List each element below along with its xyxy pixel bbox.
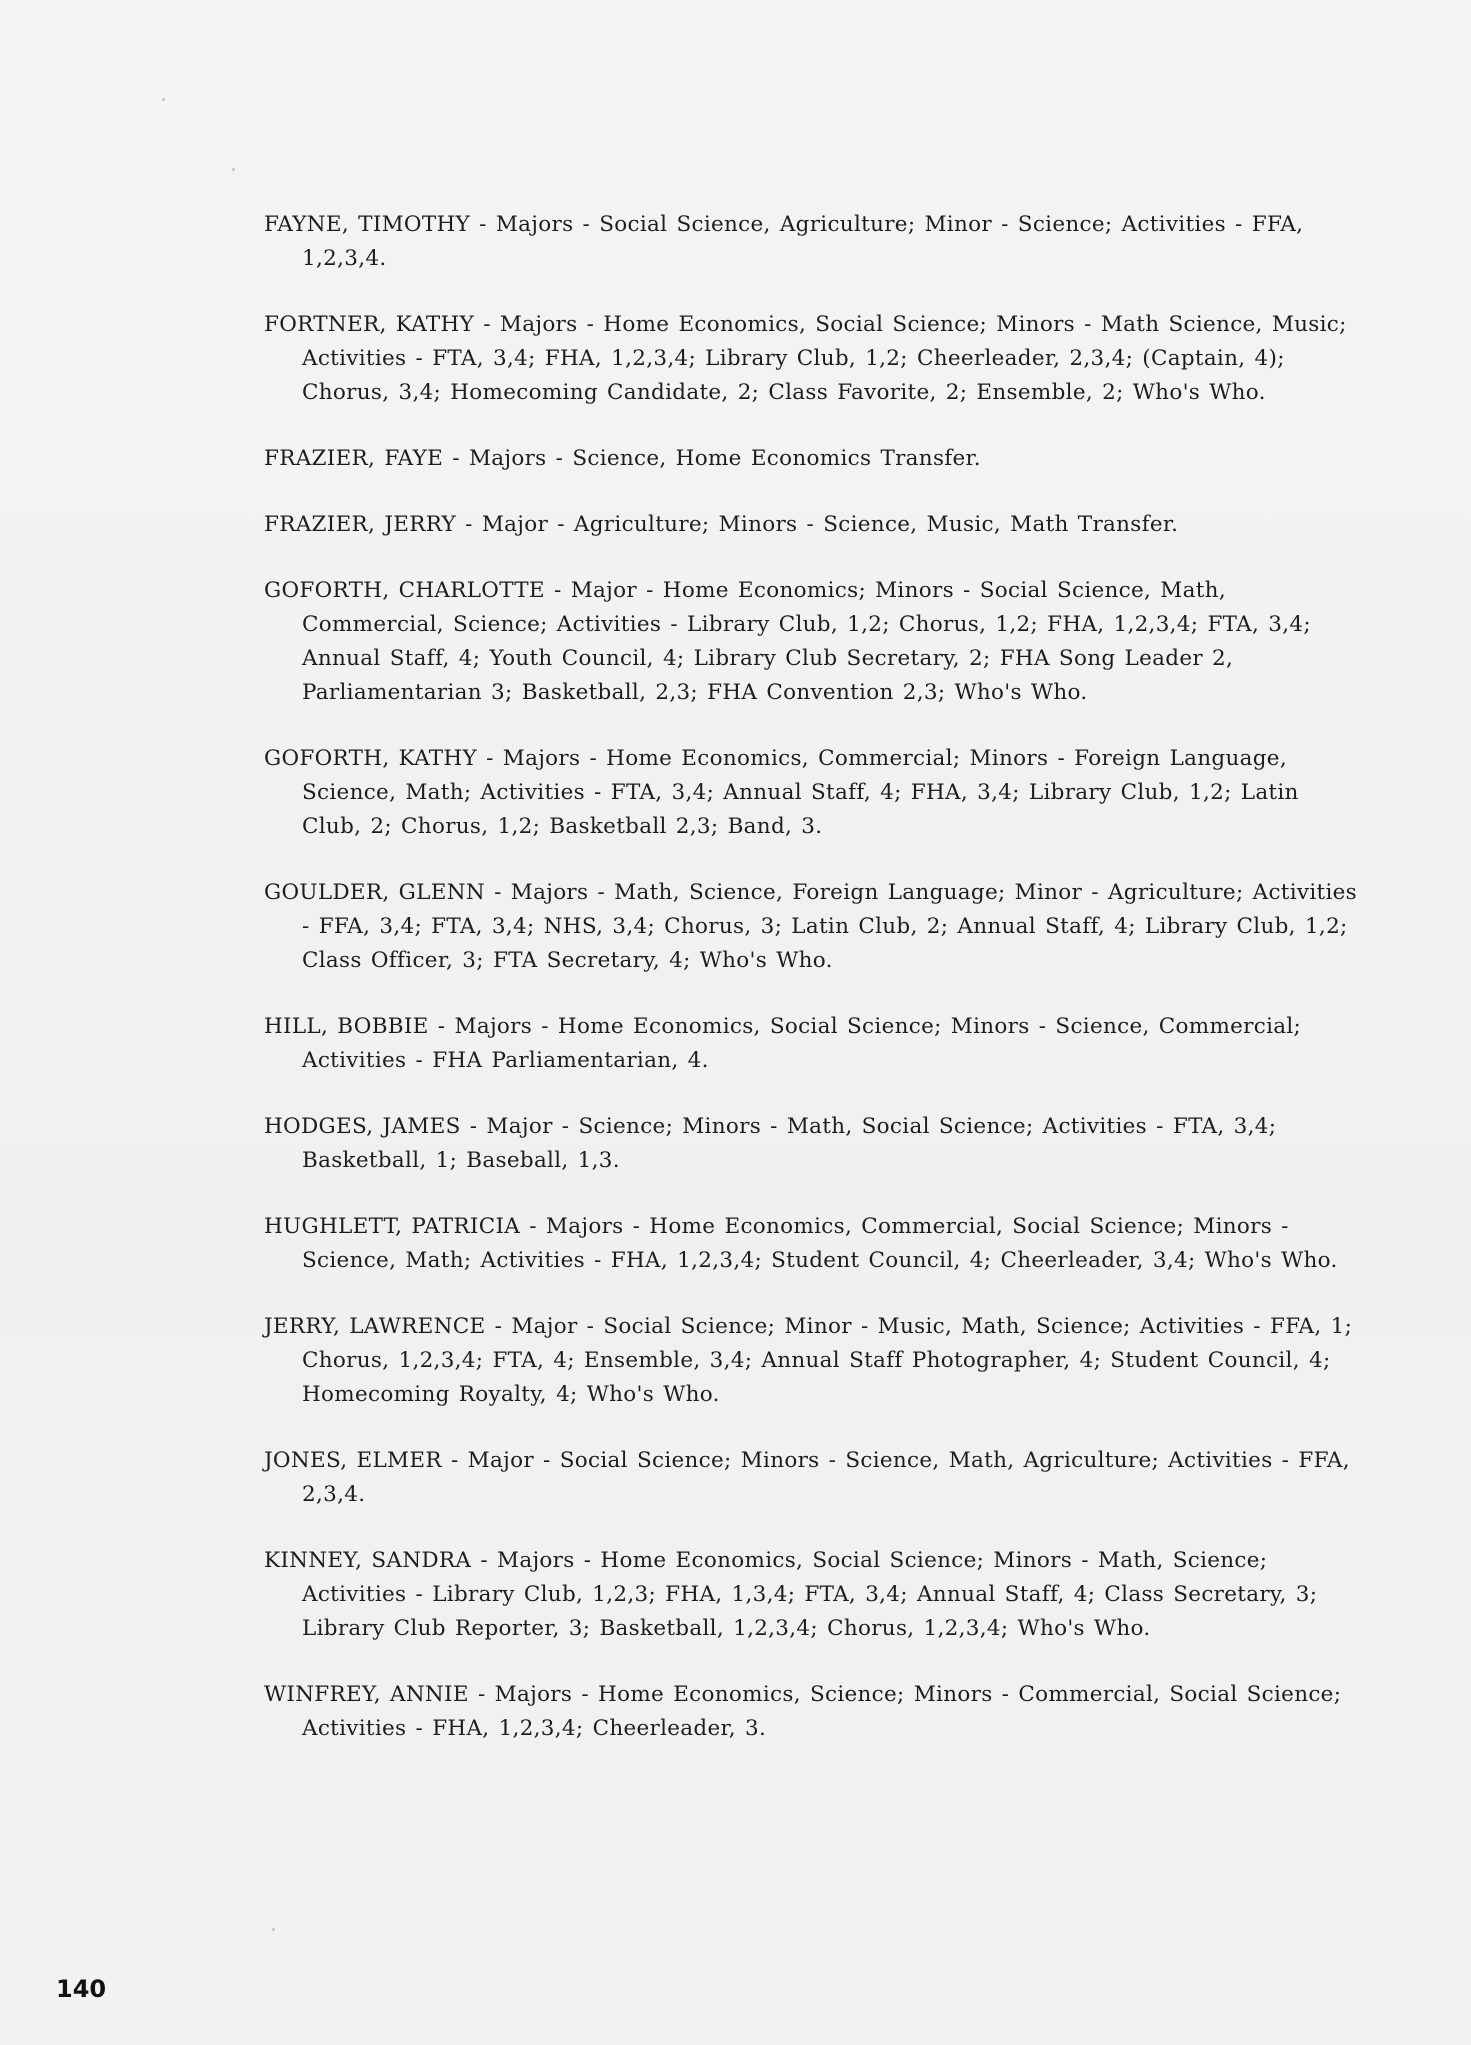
directory-entry: FRAZIER, FAYE - Majors - Science, Home Economics Transfer. — [264, 446, 981, 471]
paper-speck — [162, 98, 165, 101]
directory-entry: GOULDER, GLENN - Majors - Math, Science, Foreign Language; Minor - Agriculture; Activities - FFA, 3,4; FTA, 3,4; NHS, 3,4; Chorus, 3; Latin Club, 2; Annual Staff, 4; Library Club, 1,2; Class Officer, 3; FTA Secretary, 4; Who's Who. — [264, 880, 1358, 973]
page-number: 140 — [56, 1975, 107, 2003]
directory-entry: FRAZIER, JERRY - Major - Agriculture; Minors - Science, Music, Math Transfer. — [264, 512, 1179, 537]
directory-entry: GOFORTH, KATHY - Majors - Home Economics, Commercial; Minors - Foreign Language, Science, Math; Activities - FTA, 3,4; Annual Staff, 4; FHA, 3,4; Library Club, 1,2; Latin Club, 2; Chorus, 1,2; Basketball 2,3; Band, 3. — [264, 746, 1299, 839]
senior-directory-list — [264, 208, 1364, 1778]
directory-entry: KINNEY, SANDRA - Majors - Home Economics, Social Science; Minors - Math, Science; Activities - Library Club, 1,2,3; FHA, 1,3,4; FTA, 3,4; Annual Staff, 4; Class Secretary, 3; Library Club Reporter, 3; Basketball, 1,2,3,4; Chorus, 1,2,3,4; Who's Who. — [264, 1548, 1318, 1641]
paper-speck — [232, 168, 235, 171]
directory-entry: HUGHLETT, PATRICIA - Majors - Home Economics, Commercial, Social Science; Minors - Science, Math; Activities - FHA, 1,2,3,4; Student Council, 4; Cheerleader, 3,4; Who's Who. — [264, 1214, 1338, 1273]
directory-entry: HODGES, JAMES - Major - Science; Minors - Math, Social Science; Activities - FTA, 3,4; Basketball, 1; Baseball, 1,3. — [264, 1114, 1277, 1173]
directory-entry: FORTNER, KATHY - Majors - Home Economics, Social Science; Minors - Math Science, Music; Activities - FTA, 3,4; FHA, 1,2,3,4; Library Club, 1,2; Cheerleader, 2,3,4; (Captain, 4); Chorus, 3,4; Homecoming Candidate, 2; Class Favorite, 2; Ensemble, 2; Who's Who. — [264, 312, 1347, 405]
paper-speck — [272, 1928, 275, 1931]
directory-entry: HILL, BOBBIE - Majors - Home Economics, Social Science; Minors - Science, Commercial; Activities - FHA Parliamentarian, 4. — [264, 1014, 1302, 1073]
directory-entry: WINFREY, ANNIE - Majors - Home Economics, Science; Minors - Commercial, Social Science; Activities - FHA, 1,2,3,4; Cheerleader, 3. — [264, 1682, 1342, 1741]
directory-entry: FAYNE, TIMOTHY - Majors - Social Science, Agriculture; Minor - Science; Activities - FFA, 1,2,3,4. — [264, 212, 1304, 271]
directory-entry: GOFORTH, CHARLOTTE - Major - Home Economics; Minors - Social Science, Math, Commercial, Science; Activities - Library Club, 1,2; Chorus, 1,2; FHA, 1,2,3,4; FTA, 3,4; Annual Staff, 4; Youth Council, 4; Library Club Secretary, 2; FHA Song Leader 2, Parliamentarian 3; Basketball, 2,3; FHA Convention 2,3; Who's Who. — [264, 578, 1311, 705]
directory-entry: JERRY, LAWRENCE - Major - Social Science; Minor - Music, Math, Science; Activities - FFA, 1; Chorus, 1,2,3,4; FTA, 4; Ensemble, 3,4; Annual Staff Photographer, 4; Student Council, 4; Homecoming Royalty, 4; Who's Who. — [264, 1314, 1353, 1407]
directory-entry: JONES, ELMER - Major - Social Science; Minors - Science, Math, Agriculture; Activities - FFA, 2,3,4. — [264, 1448, 1350, 1507]
